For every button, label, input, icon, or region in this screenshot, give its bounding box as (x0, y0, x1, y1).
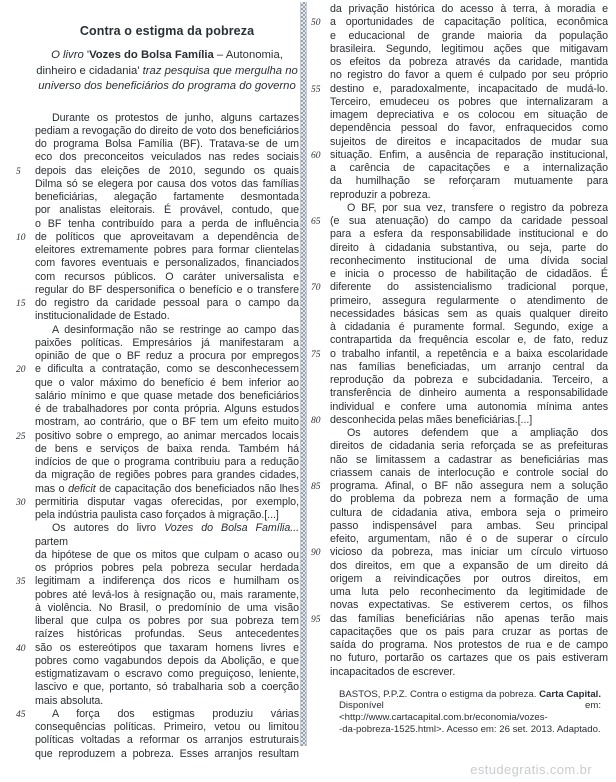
line-text: Os autores do livro Vozes do Bolsa Família... partem (35, 522, 299, 548)
left-column (16, 24, 299, 761)
text-line (330, 599, 608, 612)
line-text: pela indústria paulista caso forçados à migração.[...] (35, 509, 279, 521)
line-text: BASTOS, P.P.Z. Contra o estigma da pobreza. Carta Capital. (339, 688, 601, 700)
line-text: Durante os protestos de junho, alguns cartazes (52, 111, 299, 124)
line-text: transferência de dinheiro aumenta a responsabilidade (330, 387, 608, 400)
line-text: capacitações que os pais para cruzar as portas de (330, 625, 608, 638)
citation (330, 689, 601, 736)
text-line (330, 228, 608, 241)
text-line (330, 30, 608, 43)
line-text: à violência. No Brasil, o predomínio de uma visão (35, 601, 299, 614)
text-line (330, 268, 608, 281)
text-line (330, 440, 608, 453)
line-text: raízes históricas profundas. Seus antecedentes (35, 628, 299, 641)
text-line (35, 748, 299, 761)
line-text: mostram, ao contrário, que o BF tem um efeito muito (35, 416, 299, 429)
line-text: por analistas eleitorais. É provável, contudo, que (35, 204, 299, 217)
line-text: passo indispensável para ambas. Seu principal (330, 519, 608, 532)
line-text: A desinformação não se restringe ao campo das (52, 323, 299, 336)
line-number: 35 (16, 577, 26, 588)
line-number: 5 (16, 166, 21, 177)
line-text: Disponível em:<http://www.cartacapital.com.br/economia/vozes- (339, 700, 601, 724)
text-line (35, 284, 299, 297)
text-line (330, 3, 608, 16)
text-line (35, 628, 299, 641)
text-line (35, 615, 299, 628)
text-line (330, 308, 608, 321)
text-line (35, 112, 299, 125)
text-line (311, 347, 608, 361)
line-text: com recursos públicos. O caráter universalista e (35, 270, 299, 283)
line-number: 70 (311, 283, 321, 294)
line-text: a carência de capacitações e a internalização (330, 162, 608, 174)
line-text: é de trabalhadores por conta própria. Alguns estudos (35, 403, 299, 415)
line-text: incapacitados de escrever. (330, 665, 456, 678)
line-number: 85 (311, 482, 321, 492)
line-number: 80 (311, 415, 321, 426)
subtitle-segment: Vozes do Bolsa Família (89, 49, 214, 61)
text-line (330, 334, 608, 347)
text-line (35, 138, 299, 151)
line-text: desconhecida pelas mães beneficiárias.[...] (330, 413, 533, 426)
line-text: do problema da pobreza nem a formação de uma (330, 493, 608, 506)
text-line (330, 374, 608, 387)
article-title: Contra o estigma da pobreza (79, 24, 255, 38)
line-text: de bens e serviços de baixa renda. Também há (35, 442, 299, 455)
line-text: no futuro, portarão os cartazes que os pais estiveram (330, 652, 608, 665)
text-line (35, 522, 299, 549)
line-text: permitiria disputar vagas oferecidas, por exemplo, (35, 495, 299, 508)
text-line (330, 467, 608, 480)
line-text: políticas voltadas a reformar os arranjos estruturais (35, 734, 299, 747)
line-text: do registro da caridade pessoal para o campo da (35, 297, 299, 309)
text-line (330, 109, 608, 122)
text-line (35, 589, 299, 602)
line-text: contrapartida da frequência escolar e, de fato, reduz (330, 334, 608, 347)
line-number: 20 (16, 365, 26, 376)
text-line (35, 602, 299, 615)
line-text: não se limitassem a cadastrar as beneficiárias mas (330, 453, 608, 466)
line-text: pobres até levá-los à resignação ou, mais raramente, (35, 588, 299, 601)
text-line (35, 681, 299, 694)
line-text: legitimam a indiferença dos ricos e humilham os (35, 575, 299, 588)
text-line (35, 191, 299, 204)
line-text: opinião de que o BF reduz a procura por empregos (35, 350, 299, 362)
text-line (330, 639, 608, 652)
line-text: A força dos estigmas produziu várias (52, 707, 299, 720)
line-text: consequências políticas. Primeiro, vetou ou limitou (35, 721, 299, 733)
text-line (35, 218, 299, 231)
text-line (35, 178, 299, 191)
line-text: da privação histórica do acesso à terra, à moradia e (330, 3, 608, 15)
line-text: dos direitos, em que a expansão de um direito dá (330, 559, 608, 572)
text-line (35, 257, 299, 270)
text-line (16, 707, 299, 721)
line-text: do programa Bolsa Família (BF). Tratava-se de um (35, 138, 299, 150)
text-line (330, 295, 608, 308)
line-text: eleitores extremamente pobres para formar clientelas (35, 244, 299, 256)
text-line (35, 204, 299, 217)
line-text: origem a reivindicações por outros direitos, em (330, 572, 608, 585)
line-text: e dificulta a contratação, como se desconhecessem (35, 363, 299, 376)
line-text: que o valor máximo do benefício é bem inferior ao (35, 376, 299, 389)
line-text: liberal que culpa os pobres por sua pobreza tem (35, 615, 299, 627)
line-text: o BF tenha contribuído para a perda de influência (35, 217, 299, 230)
text-line (330, 533, 608, 546)
text-line (330, 189, 608, 202)
text-line (35, 324, 299, 337)
text-line (330, 255, 608, 268)
text-line (330, 454, 608, 467)
line-number: 90 (311, 548, 321, 559)
line-text: eco dos preconceitos veiculados nas redes sociais (35, 151, 299, 164)
line-number: 65 (311, 217, 321, 227)
line-text: da hipótese de que os mitos que culpam o acaso ou (35, 548, 299, 561)
line-text: para a esfera da responsabilidade institucional e do (330, 228, 608, 241)
line-text: o trabalho infantil, a repetência e a baixa escolaridade (330, 347, 608, 360)
line-text: mais absoluta. (35, 694, 104, 707)
text-line (311, 148, 608, 162)
line-text: paixões políticas. Empresários já manifestaram a (35, 336, 299, 349)
line-text: necessidades básicas sem as quais qualquer direito (330, 307, 608, 320)
text-line (330, 573, 608, 586)
text-line (35, 416, 299, 429)
text-line (16, 495, 299, 509)
text-line (311, 215, 608, 228)
text-line (330, 242, 608, 255)
line-text: cultura de cidadania ativa, embora seja o primeiro (330, 506, 608, 519)
text-line (330, 361, 608, 374)
text-line (35, 668, 299, 681)
text-line (330, 666, 608, 679)
text-line (330, 520, 608, 533)
line-text: a oportunidades de capacitação política, econômica (330, 16, 608, 29)
text-line (311, 82, 608, 96)
line-text: beneficiárias, alegação fartamente desmontada (35, 191, 299, 203)
subtitle-segment: traz pesquisa que mergulha no universo dos beneficiários do programa do governo (38, 64, 298, 92)
line-number: 55 (311, 84, 321, 95)
text-line (330, 43, 608, 56)
line-text: institucionalidade de Estado. (35, 310, 170, 323)
line-text: indícios de que o programa contribuiu para a redução (35, 456, 299, 468)
line-text: Terceiro, emudeceu os pobres que internalizaram a (330, 95, 608, 108)
line-text: reproduzir a pobreza. (330, 188, 431, 201)
line-text: da migração de regiões pobres para grandes cidades, (35, 469, 299, 482)
line-text: os próprios pobres pela pobreza secular herdada (35, 562, 299, 574)
watermark: estudegratis.com.br (470, 762, 592, 777)
text-line (311, 546, 608, 559)
line-text: nas famílias beneficiadas, um arranjo central da (330, 360, 608, 373)
line-text: uma luta pelo reconhecimento da legitimidade de (330, 586, 608, 598)
line-text: salário mínimo e que quase metade dos beneficiários (35, 389, 299, 402)
text-line (16, 429, 299, 443)
line-text: saída do programa. Nos protestos de rua e de campo (330, 639, 608, 651)
text-line (330, 321, 608, 334)
line-text: são os estereótipos que taxaram homens livres e (35, 641, 299, 654)
text-line (311, 281, 608, 294)
text-line (330, 175, 608, 188)
text-line (35, 337, 299, 350)
text-line (35, 734, 299, 747)
text-line (311, 480, 608, 493)
text-line (35, 271, 299, 284)
line-text: direitos de cidadania seria reforçada se as prefeituras (330, 440, 608, 453)
text-line (339, 724, 601, 736)
line-text: e inicia o processo de habilitação de cidadãos. É (330, 268, 608, 280)
line-text: situação. Enfim, a ausência de reparação institucional, (330, 148, 608, 161)
line-number: 95 (311, 614, 321, 625)
text-line (330, 507, 608, 520)
text-line (330, 626, 608, 639)
line-number: 45 (16, 709, 26, 720)
line-text: Os autores defendem que a ampliação dos (347, 427, 608, 439)
text-line (35, 695, 299, 708)
text-line (330, 202, 608, 215)
text-line (16, 641, 299, 655)
line-text: pediam a revogação do direito de voto dos beneficiários (35, 124, 299, 137)
text-line (16, 164, 299, 178)
text-line (35, 403, 299, 416)
text-line (330, 136, 608, 149)
subtitle-segment: ' (86, 49, 90, 61)
text-line (330, 387, 608, 400)
line-number: 15 (16, 299, 26, 309)
text-line (16, 230, 299, 244)
article-subtitle (35, 48, 299, 95)
line-text: das famílias beneficiárias não apenas terão mais (330, 612, 608, 625)
line-text: efeito, argumentam, não é o de superar o círculo (330, 533, 608, 545)
line-text: vicioso da pobreza, mas iniciar um círculo virtuoso (330, 546, 608, 559)
text-line (35, 549, 299, 562)
text-line (35, 244, 299, 257)
left-column-text (16, 111, 299, 761)
text-line (35, 469, 299, 482)
line-text: da humilhação se reforçaram mutuamente para (330, 175, 608, 188)
text-line (339, 689, 601, 701)
line-text: de políticos que aproveitavam a dependência de (35, 230, 299, 243)
text-line (330, 69, 608, 82)
line-text: no registro do favor a quem é culpado por seu próprio (330, 69, 608, 82)
text-line (35, 456, 299, 469)
line-text: que reproduzem a pobreza. Esses arranjos resultam (35, 747, 299, 760)
line-text: imagem depreciativa e os colocou em situação de (330, 109, 608, 121)
text-line (35, 721, 299, 734)
text-line (339, 700, 601, 723)
line-text: pobres como vagabundos depois da Abolição, e que (35, 654, 299, 667)
line-text: criassem canais de interlocução e controle social do (330, 466, 608, 479)
text-line (330, 401, 608, 414)
line-number: 50 (311, 18, 321, 29)
line-text: diferente do assistencialismo tradicional porque, (330, 281, 608, 294)
text-line (330, 56, 608, 69)
text-line (311, 16, 608, 29)
text-line (35, 443, 299, 456)
line-text: primeiro, assegura regularmente o atendimento de (330, 294, 608, 307)
line-text: depois das eleições de 2010, segundo os quais (35, 164, 299, 177)
line-text: (e sua atenuação) do campo da caridade pessoal (330, 215, 608, 227)
text-line (35, 377, 299, 390)
column-divider (300, 2, 307, 746)
text-line (330, 427, 608, 440)
text-line (330, 96, 608, 109)
line-text: à cidadania é puramente formal. Segundo, exige a (330, 321, 608, 333)
right-column-text (311, 3, 608, 679)
text-line (35, 350, 299, 363)
text-line (330, 586, 608, 599)
line-text: destino e, paradoxalmente, incapacitado de mudá-lo. (330, 82, 608, 95)
text-line (35, 655, 299, 668)
line-text: individual e confere uma autonomia mínima antes (330, 400, 608, 413)
line-text: mas o deficit de capacitação dos beneficiados não lhes (35, 482, 299, 495)
line-text: e educacional de grande maioria da população (330, 29, 608, 42)
line-text: O BF, por sua vez, transfere o registro da pobreza (347, 201, 608, 214)
line-text: estigmatizavam o escravo como preguiçoso, leniente, (35, 668, 299, 680)
text-line (35, 390, 299, 403)
text-line (330, 162, 608, 175)
line-text: reprodução da pobreza e subcidadania. Terceiro, a (330, 374, 608, 386)
line-text: brasileira. Segundo, legitimou ações que mitigavam (330, 42, 608, 55)
subtitle-segment: O livro (51, 49, 87, 61)
text-line (311, 413, 608, 427)
text-line (16, 363, 299, 376)
line-text: com favores eventuais e personalizados, financiados (35, 257, 299, 270)
line-text: novas expectativas. Se estiverem certos, os filhos (330, 599, 608, 612)
text-line (16, 297, 299, 310)
line-text: dependência pessoal do favor, enfraquecidos como (330, 122, 608, 135)
text-line (330, 652, 608, 665)
text-line (35, 125, 299, 138)
line-text: Dilma só se elegera por causa dos votos das famílias (35, 177, 299, 190)
line-number: 75 (311, 349, 321, 360)
line-number: 40 (16, 643, 26, 654)
text-line (330, 122, 608, 135)
text-line (35, 151, 299, 164)
line-text: reconhecimento institucional de uma dívida social (330, 254, 608, 267)
line-text: positivo sobre o emprego, ao animar mercados locais (35, 429, 299, 442)
text-line (330, 493, 608, 506)
line-number: 60 (311, 150, 321, 161)
line-text: os efeitos da pobreza através da caridade, mantida (330, 56, 608, 68)
text-line (35, 310, 299, 323)
text-line (35, 483, 299, 496)
line-text: lascivo e que, portanto, só trabalharia sob a coerção (35, 681, 299, 694)
line-number: 30 (16, 497, 26, 508)
line-text: direito à cidadania substantiva, ou seja, parte do (330, 241, 608, 254)
line-text: sujeitos de direitos e incapacitados de mudar sua (330, 135, 608, 148)
right-column (311, 3, 608, 736)
line-text: programa. Afinal, o BF não assegura nem a solução (330, 480, 608, 492)
text-line (330, 560, 608, 573)
subtitle-segment: – Autonomia, dinheiro e cidadania' (36, 49, 283, 77)
line-number: 25 (16, 431, 26, 442)
text-line (16, 575, 299, 588)
text-line (35, 562, 299, 575)
line-text: regular do BF despersonifica o benefício e o transfere (35, 283, 299, 296)
text-line (35, 509, 299, 522)
text-line (311, 612, 608, 626)
line-text: -da-pobreza-1525.html>. Acesso em: 26 set. 2013. Adaptado. (339, 723, 601, 735)
line-number: 10 (16, 232, 26, 243)
